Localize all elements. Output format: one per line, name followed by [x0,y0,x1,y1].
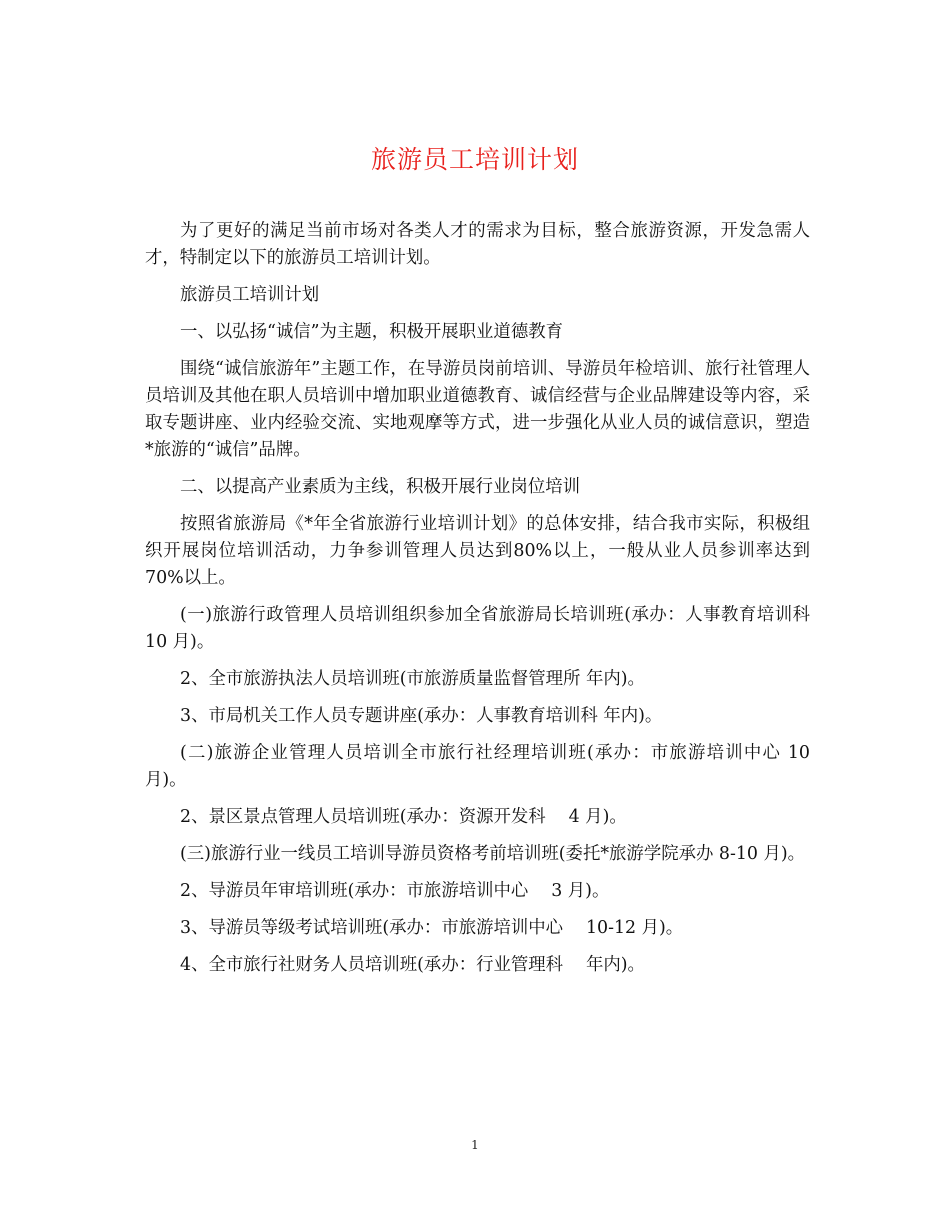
paragraph-item-1-3: 3、市局机关工作人员专题讲座(承办：人事教育培训科 年内)。 [180,706,663,726]
paragraph-item-3-3: 3、导游员等级考试培训班(承办：市旅游培训中心 10-12 月)。 [180,918,684,938]
document-title: 旅游员工培训计划 [370,145,579,174]
document-body [145,218,810,989]
paragraph-section-1-heading: 一、以弘扬“诚信”为主题，积极开展职业道德教育 [180,322,563,342]
paragraph-subtitle: 旅游员工培训计划 [180,285,320,305]
page-number: 1 [471,1138,479,1152]
paragraph-intro: 为了更好的满足当前市场对各类人才的需求为目标，整合旅游资源，开发急需人才，特制定以下的旅游员工培训计划。 [145,221,810,268]
paragraph-section-2-body: 按照省旅游局《*年全省旅游行业培训计划》的总体安排，结合我市实际，积极组织开展岗位培训活动，力争参训管理人员达到80%以上，一般从业人员参训率达到70%以上。 [145,514,810,588]
paragraph-section-2-heading: 二、以提高产业素质为主线，积极开展行业岗位培训 [180,477,580,497]
paragraph-item-3-2: 2、导游员年审培训班(承办：市旅游培训中心 3 月)。 [180,881,610,901]
paragraph-item-3-4: 4、全市旅行社财务人员培训班(承办：行业管理科 年内)。 [180,955,645,975]
paragraph-item-2-1: (二)旅游企业管理人员培训全市旅行社经理培训班(承办：市旅游培训中心 10 月)。 [145,743,810,790]
paragraph-item-3-1: (三)旅游行业一线员工培训导游员资格考前培训班(委托*旅游学院承办 8-10 月)。 [180,844,806,864]
paragraph-section-1-body: 围绕“诚信旅游年”主题工作，在导游员岗前培训、导游员年检培训、旅行社管理人员培训及其他在职人员培训中增加职业道德教育、诚信经营与企业品牌建设等内容，采取专题讲座、业内经验交流、实地观摩等方式，进一步强化从业人员的诚信意识，塑造*旅游的“诚信”品牌。 [145,359,810,460]
paragraph-item-1-1: (一)旅游行政管理人员培训组织参加全省旅游局长培训班(承办：人事教育培训科 10 月)。 [145,605,810,652]
paragraph-item-2-2: 2、景区景点管理人员培训班(承办：资源开发科 4 月)。 [180,807,627,827]
paragraph-item-1-2: 2、全市旅游执法人员培训班(市旅游质量监督管理所 年内)。 [180,669,645,689]
